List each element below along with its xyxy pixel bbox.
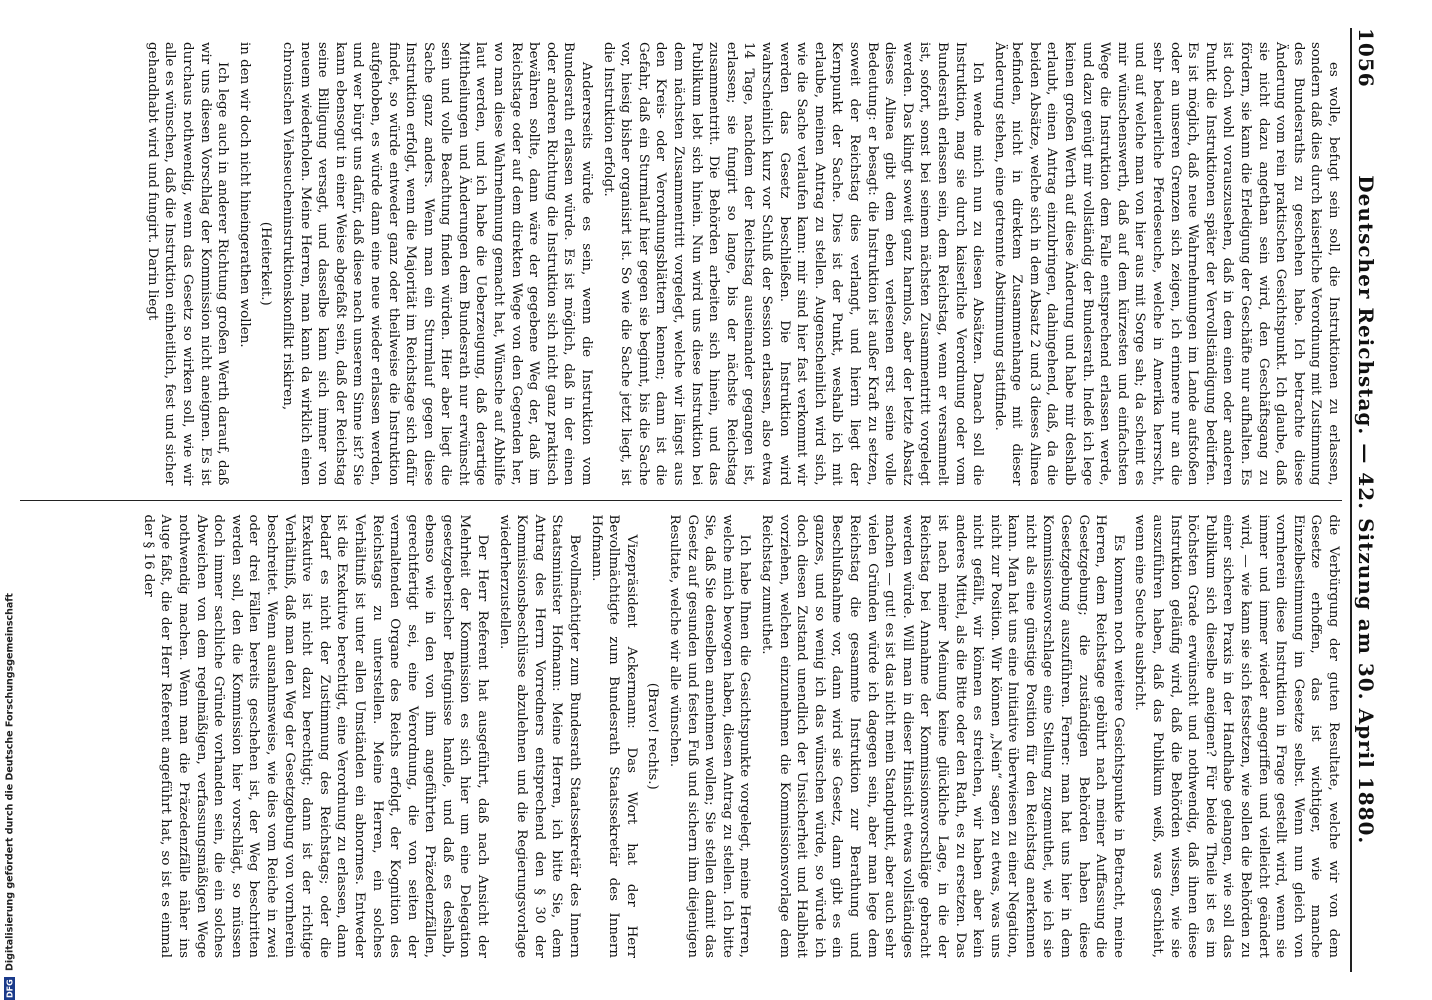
dfg-logo: DFG bbox=[5, 979, 15, 998]
paragraph: Ich habe Ihnen die Gesichtspunkte vorgelegt, meine Herren, welche mich bewogen haben, diesen Antrag zu stellen. Ich bitte Sie, daß Sie denselben annehmen wollen; Sie stellen damit das Gesetz auf gesunden und festen Fuß und sichern ihm diejenigen Resultate, welche wir alle wünschen. bbox=[667, 514, 753, 958]
speaker-paragraph: Bevollmächtigter zum Bundesrath Staatssekretär des Innern Staatsminister Hofmann: Meine Herren, ich bitte Sie, dem Antrag des Herrn Vorredners entsprechend den § 30 der Kommissionsbeschlüsse abzulehnen und die Regierungsvorlage wiederherzustellen. bbox=[496, 514, 583, 958]
digitization-note bbox=[0, 0, 20, 1000]
digitization-text: Digitalisierung gefördert durch die Deutsche Forschungsgemeinschaft bbox=[4, 593, 16, 972]
left-column bbox=[20, 28, 1342, 500]
paragraph: in den wir doch nicht hineingerathen wollen. bbox=[236, 42, 252, 348]
paragraph: die Verbürgung der guten Resultate, welche wir von dem Gesetze erhoffen, das ist wichtiger, wie manche Einzelbestimmung im Gesetze selbst. Wenn nun gleich von vornherein diese Instruktion in Frage gestellt wird, wenn sie immer und immer wieder angegriffen und vielleicht geändert wird, — wie kann sie sich festsetzen, wie sollen die Behörden zu einer sicheren Praxis in der Handhabe gelangen, wie soll das Publikum sich dieselbe aneignen? Für beide Theile ist es im höchsten Grade erwünscht und nothwendig, daß ihnen diese Instruktion geläufig wird, daß die Behörden wissen, wie sie auszuführen haben, daß das Publikum weiß, was geschieht, wenn eine Seuche ausbricht. bbox=[1132, 514, 1341, 958]
page-number: 1056 bbox=[1354, 28, 1378, 88]
page-header bbox=[1350, 28, 1380, 972]
paragraph: es wolle, befugt sein soll, die Instruktionen zu erlassen, sondern daß dies durch kaiserliche Verordnung mit Zustimmung des Bundesraths zu geschehen habe. Ich betrachte diese Änderung vom rein praktischen Gesichtspunkt. Ich glaube, daß sie nicht dazu angethan sein wird, den Geschäftsgang zu fördern, sie kann die Erledigung der Geschäfte nur aufhalten. Es ist doch wohl vorauszusehen, daß in dem einen oder anderen Punkt die Instruktionen später der Vervollständigung bedürfen. Es ist möglich, daß neue Wahrnehmungen im Lande aufstoßen oder an unseren Grenzen sich zeigen, ich erinnere nur an die sehr bedauerliche Pferdeseuche, welche in Amerika herrscht, und auf welche man von hier aus mit Sorge sah; da scheint es mir wünschenswerth, daß auf dem kürzesten und einfachsten Wege die Instruktion dem Falle entsprechend erlassen werde, und dazu genügt mir vollständig der Bundesrath. Indeß ich lege keinen großen Werth auf diese Änderung und habe mir deshalb erlaubt, einen Antrag einzubringen, dahingehend, daß, da die beiden Absätze, welche sich in dem Absatz 2 und 3 dieses Alinea befinden, nicht in direktem Zusammenhange mit dieser Änderung stehen, eine getrennte Abstimmung stattfinde. bbox=[991, 42, 1341, 486]
text-columns bbox=[20, 28, 1342, 972]
interjection: (Bravo! rechts.) bbox=[645, 682, 661, 790]
interjection: (Heiterkeit.) bbox=[258, 221, 274, 306]
paragraph: Es kommen noch weitere Gesichtspunkte in Betracht, meine Herren, dem Reichstage gebührt nach meiner Auffassung die Gesetzgebung; die zuständigen Behörden haben diese Gesetzgebung auszuführen. Ferner: man hat uns hier in dem Kommissionsvorschlage eine Stellung zugemuthet, wie ich sie nicht als eine günstige Position für den Reichstag anerkennen kann. Man hat uns eine Initiative überwiesen zu einer Negation, nicht zur Position. Wir können „Nein“ sagen zu etwas, was uns nicht gefällt, wir können es streichen, wir haben aber kein anderes Mittel, als die Bitte oder den Rath, es zu ersetzen. Das ist nach meiner Meinung keine glückliche Lage, in die der Reichstag bei Annahme der Kommissionsvorschläge gebracht werden würde. Will man in dieser Hinsicht etwas vollständiges machen — gut! es ist das nicht mein Standpunkt, aber auch sehr vielen Gründen würde ich dagegen sein, aber man lege dem Reichstag die gesammte Instruktion zur Berathung und Beschlußnahme vor, dann wird sie Gesetz, dann gibt es ein ganzes, und so wenig ich das wünschen würde, so würde ich doch diesen Zustand unendlich der Unsicherheit und Halbheit vorziehen, welchen einzunehmen die Kommissionsvorlage dem Reichstag zumuthet. bbox=[759, 514, 1126, 958]
paragraph: Der Herr Referent hat ausgeführt, daß nach Ansicht der Mehrheit der Kommission es sich hier um eine Delegation gesetzgeberischer Befugnisse handle, und daß es deshalb, ebenso wie in den von ihm angeführten Präzedenzfällen, gerechtfertigt sei, eine Verordnung, die von seiten der vermaltenden Organe des Reichs erfolgt, der Kognition des Reichstags zu unterstellen. Meine Herren, ein solches Verhältniß ist unter allen Umständen ein abnormes. Entweder ist die Exekutive berechtigt, eine Verordnung zu erlassen, dann bedarf es nicht der Zustimmung des Reichstags; oder die Exekutive ist nicht dazu berechtigt; dann ist der richtige Verhältniß, daß man den Weg der Gesetzgebung von vornherein beschreitet. Wenn ausnahmsweise, wie dies vom Reiche in zwei oder drei Fällen bereits geschehen ist, der Weg beschritten werden soll, den die Kommission hier vorschlägt, so müssen doch immer sachliche Gründe vorhanden sein, die ein solches Abweichen von dem regelmäßigen, verfassungsmäßigen Wege nothwendig machen. Wenn man die Präzedenzfälle näher ins Auge faßt, die der Herr Referent angeführt hat, so ist es einmal der § 16 der bbox=[140, 514, 491, 958]
right-column bbox=[20, 500, 1342, 973]
page-title: Deutscher Reichstag. — 42. Sitzung am 30. April 1880. bbox=[1354, 175, 1378, 845]
paragraph: Andererseits würde es sein, wenn die Instruktion vom Bundesrath erlassen würde. Es ist möglich, daß in der einen oder anderen Richtung die Instruktion sich nicht ganz praktisch bewähren sollte, dann wäre der gegebene Weg der, daß im Reichstage oder auf dem direkten Wege von den Gegenden her, wo man diese Wahrnehmung gemacht hat, Wünsche auf Abhilfe laut werden, und ich habe die Ueberzeugung, daß derartige Mittheilungen und Änderungen dem Bundesrath nur erwünscht sein und volle Beachtung finden würden. Hier aber liegt die Sache ganz anders. Wenn man ein Sturmlauf gegen diese Instruktion erfolgt, wenn die Majorität im Reichstage sich dafür findet, so würde entweder ganz oder theilweise die Instruktion aufgehoben, es würde dann eine neue wieder erlassen werden, und wer bürgt uns dafür, daß diese nach unserem Sinne ist? Sie kann ebensogut in einer Weise abgefaßt sein, daß der Reichstag seine Billigung versagt, und dasselbe kann sich immer von neuem wiederholen. Meine Herren, man kann da wirklich einen chronischen Viehseucheninstruktionskonflikt riskiren, bbox=[279, 42, 595, 486]
paragraph: Ich wende mich nun zu diesen Absätzen. Danach soll die Instruktion, mag sie durch kaiserliche Verordnung oder vom Bundesrath erlassen sein, dem Reichstag, wenn er versammelt ist, sofort, sonst bei seinem nächsten Zusammentritt vorgelegt werden. Das klingt soweit ganz harmlos, aber der letzte Absatz dieses Alinea gibt dem eben verlesenen erst seine volle Bedeutung: er besagt: die Instruktion ist außer Kraft zu setzen, soweit der Reichstag dies verlangt, und hierin liegt der Kernpunkt der Sache. Dies ist der Punkt, weshalb ich mit erlaube, meinen Antrag zu stellen. Augenscheinlich wird sich, wie die Sache verlaufen kann: mir sind hier fast verkommt wir werden das Gesetz beschließen. Die Instruktion wird wahrscheinlich kurz vor Schluß der Session erlassen, also etwa 14 Tage, nachdem der Reichstag auseinander gegangen ist, erlassen; sie fungirt so lange, bis der nächste Reichstag zusammentritt. Die Behörden arbeiten sich hinein, und das Publikum lebt sich hinein. Nun wird uns diese Instruktion bei dem nächsten Zusammentritt vorgelegt, welche wir längst aus den Kreis- oder Verordnungsblättern kennen; dann ist die Gefahr, daß ein Sturmlauf hier gegen sie beginnt, bis die Sache vor, hiesig bisher organisirt ist. So wie die Sache jetzt liegt, ist die Instruktion erfolgt. bbox=[600, 42, 986, 486]
paragraph: Ich lege auch in anderer Richtung großen Werth darauf, daß wir uns diesen Vorschlag der Kommission nicht aneignen. Es ist durchaus nothwendig, wenn das Gesetz so wirken soll, wie wir alle es wünschen, daß die Instruktion einheitlich, fest und sicher gehandhabt wird und fungirt. Darin liegt bbox=[144, 42, 231, 486]
speaker-paragraph: Vizepräsident Ackermann: Das Wort hat der Herr Bevollmächtigte zum Bundesrath Staatssekretär des Innern Hofmann. bbox=[588, 514, 639, 958]
